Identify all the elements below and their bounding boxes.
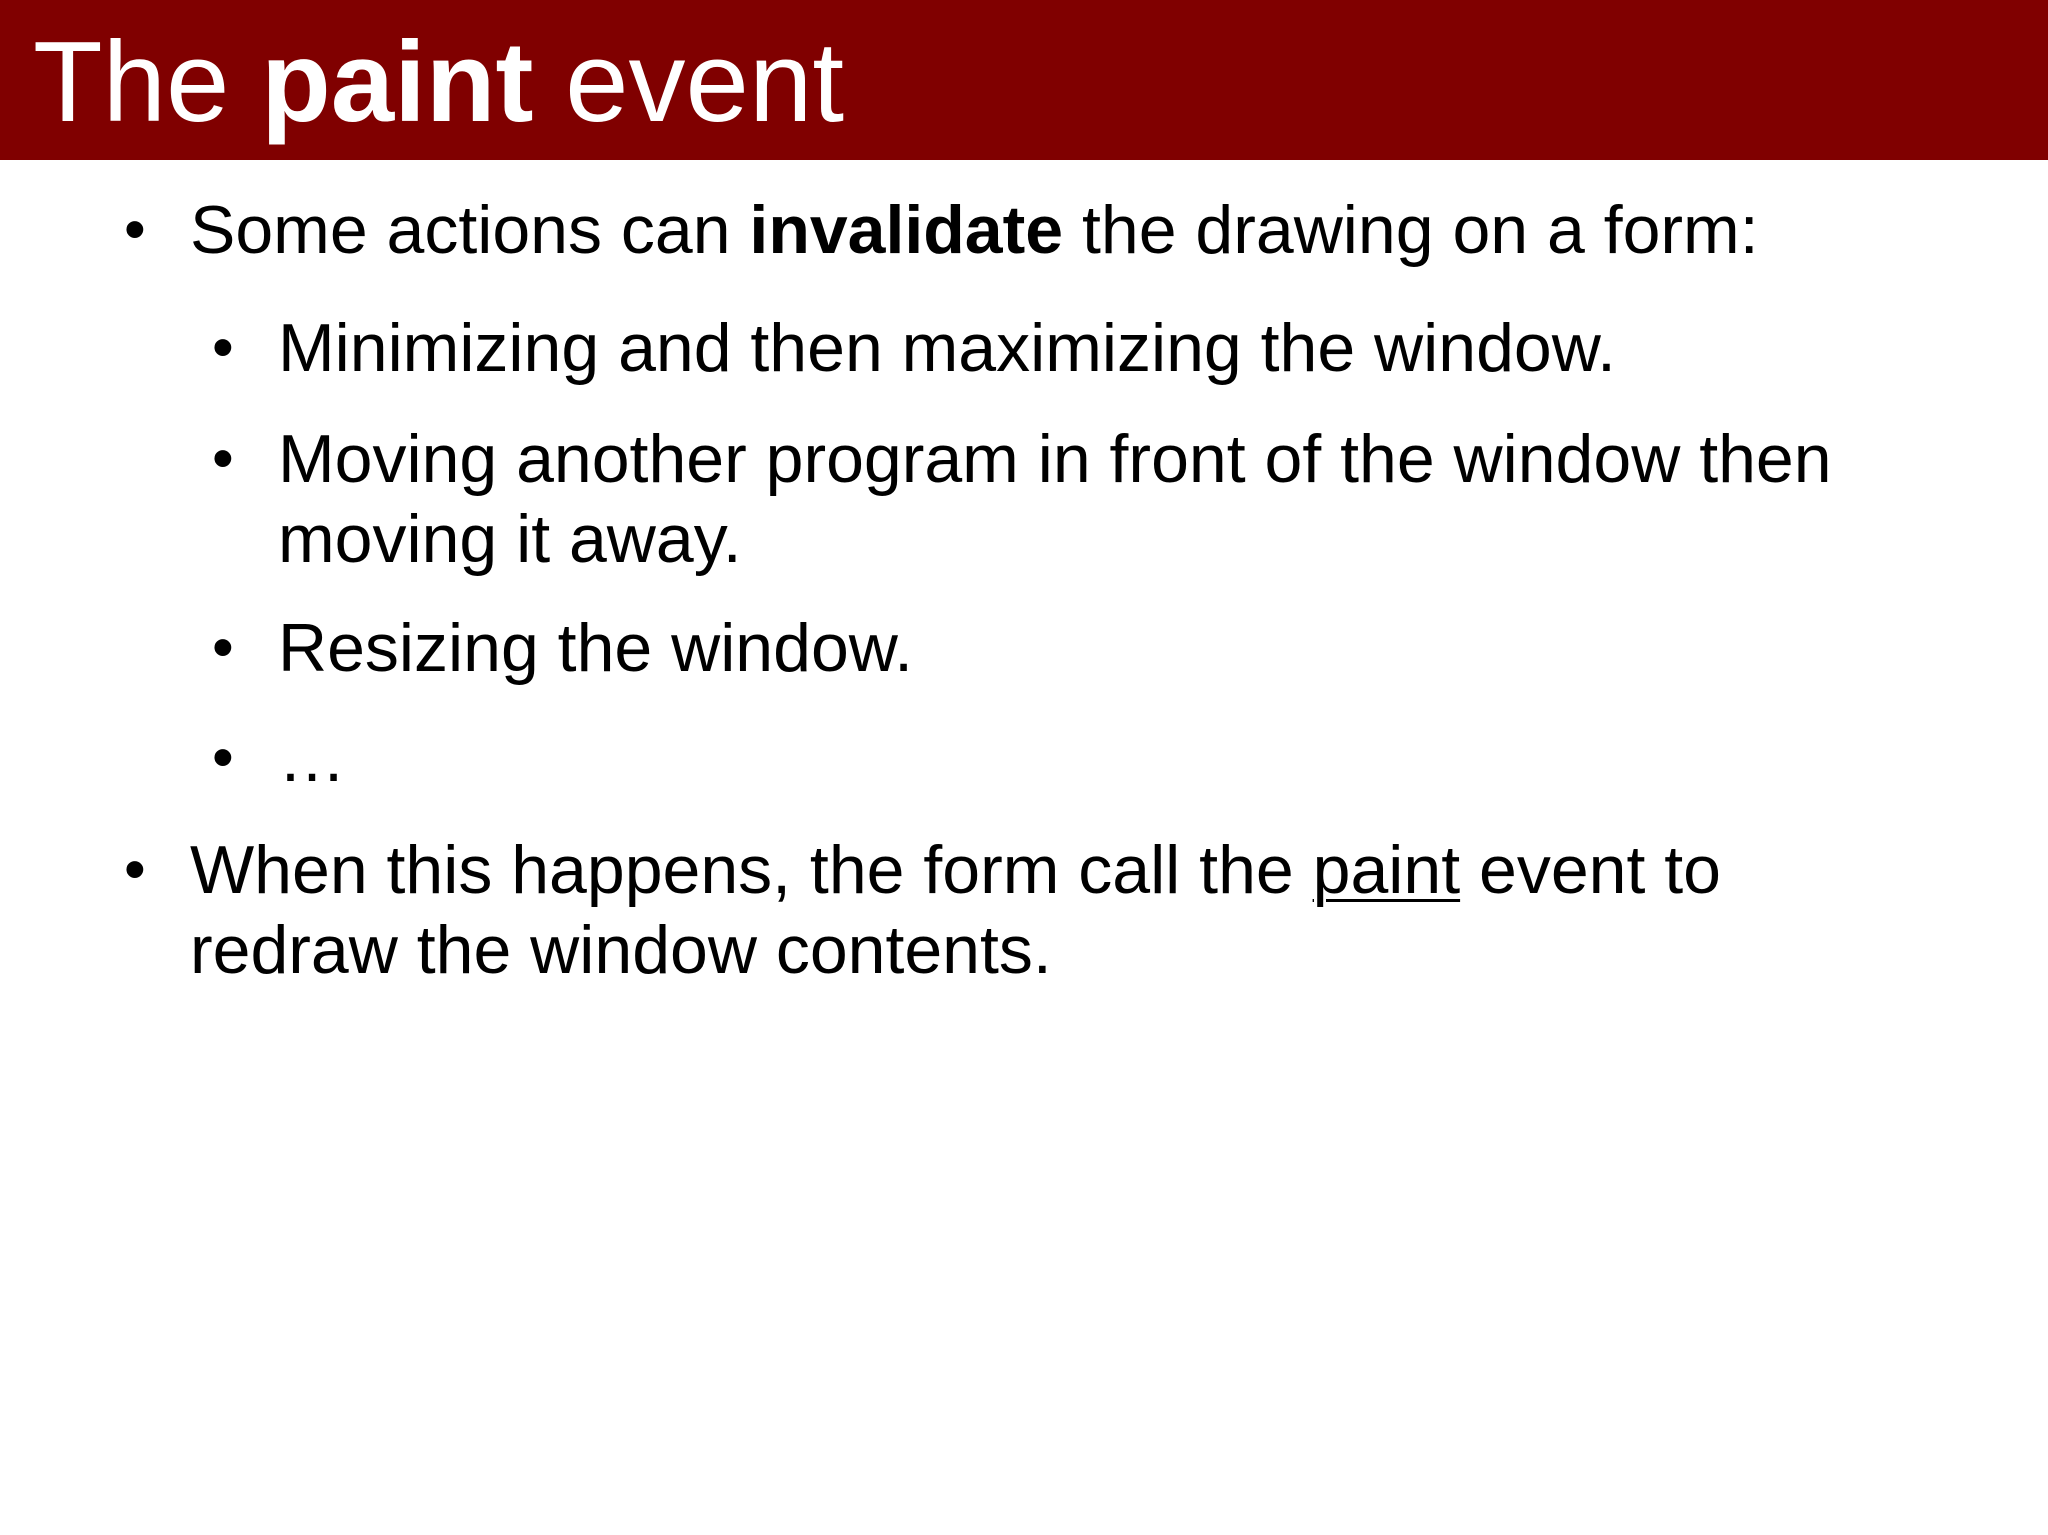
bullet-underlined-word: paint (1312, 832, 1461, 908)
sub-bullet-marker: • (212, 424, 234, 493)
title-bar (0, 0, 2048, 160)
sub-bullet-line2: moving it away. (278, 501, 742, 577)
bullet-text (190, 830, 1721, 990)
sub-bullet-text: Resizing the window. (278, 610, 914, 686)
bullet-text (190, 190, 1759, 270)
sub-bullet-text (278, 419, 1832, 579)
sub-bullet-marker: • (212, 313, 234, 382)
bullet-text-pre: Some actions can (190, 192, 731, 268)
bullet-marker: • (124, 835, 146, 904)
sub-bullet-line1: Moving another program in front of the window then (278, 421, 1832, 497)
bullet-marker: • (124, 195, 146, 264)
sub-bullet-text: … (278, 720, 346, 796)
bullet-text-line2: redraw the window contents. (190, 912, 1052, 988)
bullet-bold-word: invalidate (749, 192, 1064, 268)
bullet-text-pre: When this happens, the form call the (190, 832, 1294, 908)
bullet-text-post: the drawing on a form: (1082, 192, 1759, 268)
title-bold-word: paint (261, 19, 534, 146)
title-pre: The (33, 19, 230, 146)
sub-bullet-text: Minimizing and then maximizing the window. (278, 310, 1616, 386)
title-post: event (565, 19, 845, 146)
bullet-text-post: event to (1479, 832, 1721, 908)
slide-title (33, 18, 844, 148)
sub-bullet-marker: • (212, 723, 234, 792)
sub-bullet-marker: • (212, 613, 234, 682)
